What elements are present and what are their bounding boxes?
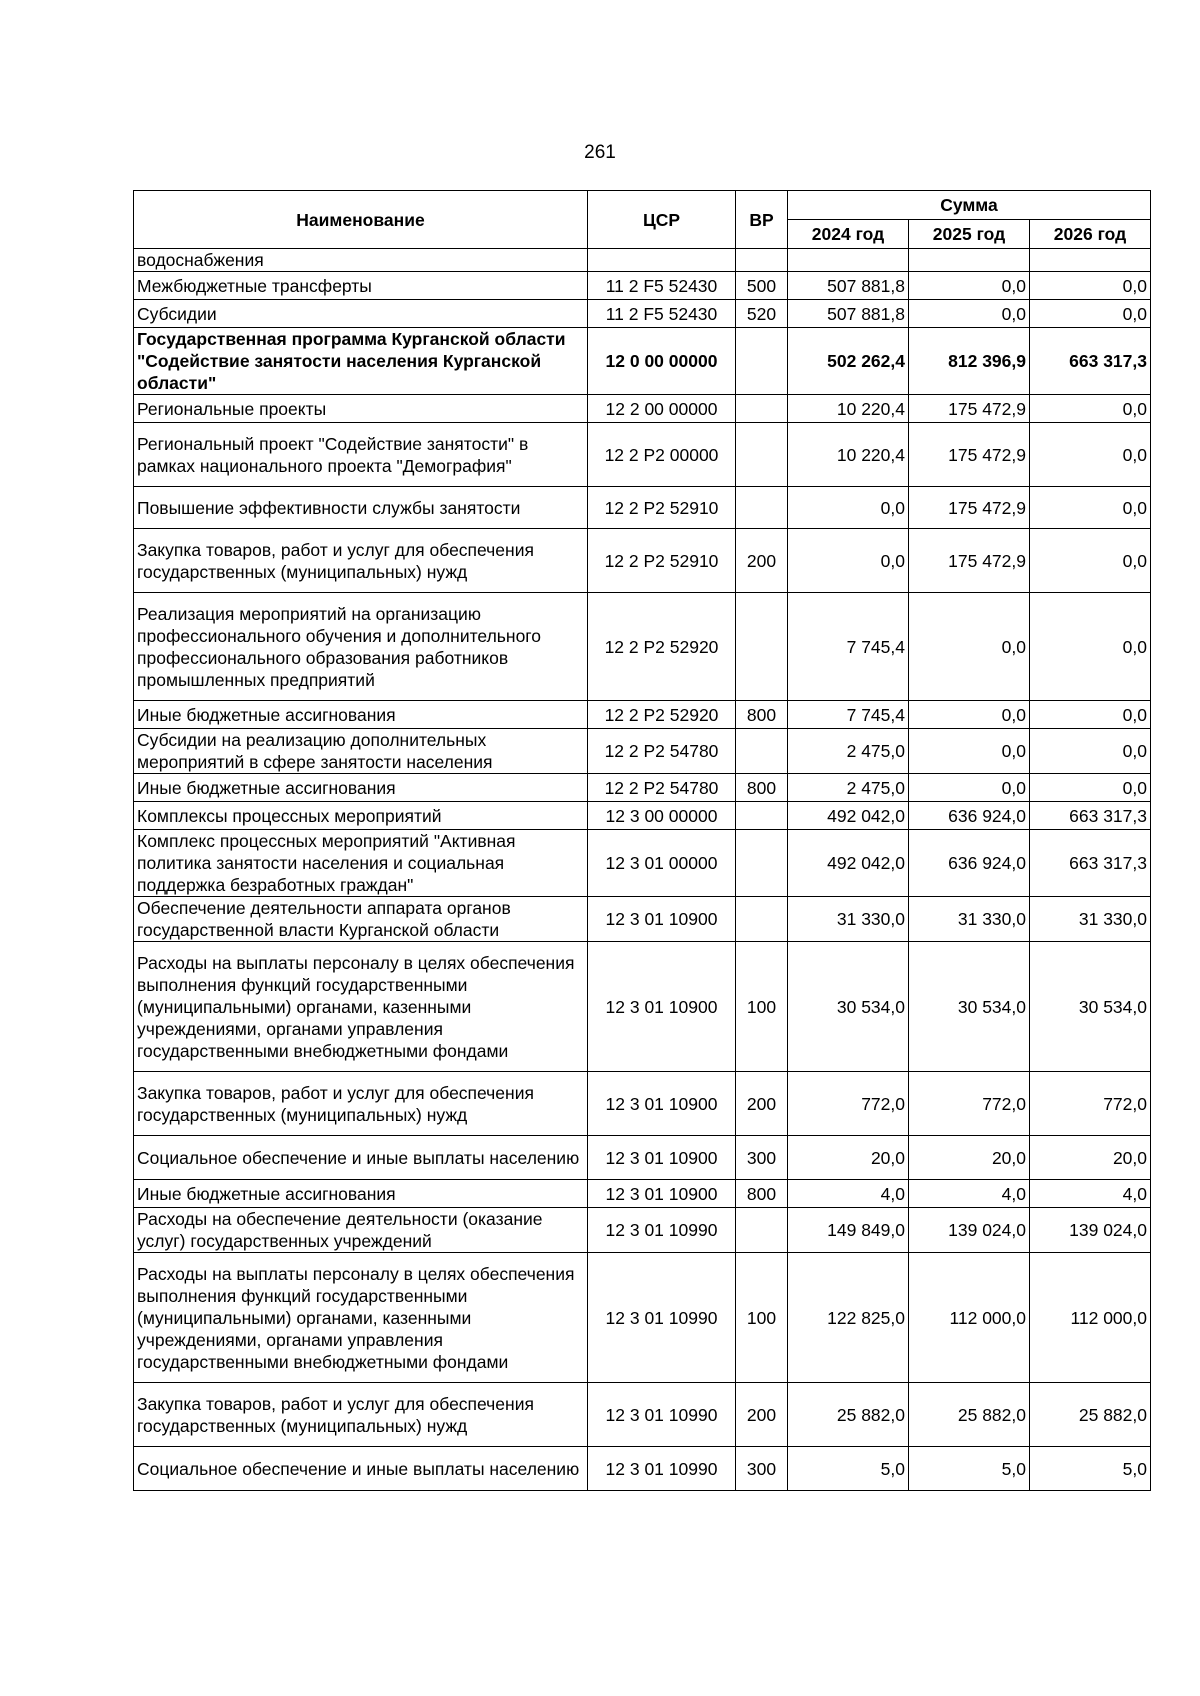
table-row	[134, 1253, 1151, 1383]
row-vr	[736, 593, 788, 701]
row-csr: 12 3 01 10900	[588, 1136, 736, 1180]
row-vr: 200	[736, 1072, 788, 1136]
row-csr: 12 2 P2 52920	[588, 701, 736, 729]
row-name: Государственная программа Курганской области "Содействие занятости населения Курганской области"	[134, 328, 588, 395]
row-csr: 12 3 01 10900	[588, 1180, 736, 1208]
row-value-2024: 5,0	[788, 1447, 909, 1491]
row-value-2025: 175 472,9	[909, 423, 1030, 487]
row-name: Обеспечение деятельности аппарата органов государственной власти Курганской области	[134, 897, 588, 942]
row-value-2024: 10 220,4	[788, 423, 909, 487]
table-row	[134, 487, 1151, 529]
row-name: Субсидии на реализацию дополнительных мероприятий в сфере занятости населения	[134, 729, 588, 774]
row-value-2026: 0,0	[1030, 395, 1151, 423]
table-row	[134, 529, 1151, 593]
row-vr	[736, 1208, 788, 1253]
row-csr: 11 2 F5 52430	[588, 272, 736, 300]
row-vr: 800	[736, 774, 788, 802]
row-vr: 300	[736, 1447, 788, 1491]
table-row	[134, 593, 1151, 701]
row-value-2024: 2 475,0	[788, 729, 909, 774]
table-row	[134, 423, 1151, 487]
row-value-2026: 663 317,3	[1030, 830, 1151, 897]
row-value-2024: 0,0	[788, 529, 909, 593]
row-value-2026: 20,0	[1030, 1136, 1151, 1180]
row-value-2025: 0,0	[909, 701, 1030, 729]
row-value-2026: 772,0	[1030, 1072, 1151, 1136]
row-value-2024: 7 745,4	[788, 593, 909, 701]
table-row	[134, 272, 1151, 300]
row-name: Расходы на обеспечение деятельности (оказание услуг) государственных учреждений	[134, 1208, 588, 1253]
row-value-2024: 2 475,0	[788, 774, 909, 802]
row-name: Расходы на выплаты персоналу в целях обеспечения выполнения функций государственными (муниципальными) органами, казенными учреждениями, органами управления государственными внебюджетными фондами	[134, 1253, 588, 1383]
row-value-2024: 7 745,4	[788, 701, 909, 729]
row-value-2025: 139 024,0	[909, 1208, 1030, 1253]
row-value-2026: 5,0	[1030, 1447, 1151, 1491]
row-csr: 11 2 F5 52430	[588, 300, 736, 328]
row-csr: 12 3 00 00000	[588, 802, 736, 830]
row-csr: 12 3 01 10900	[588, 942, 736, 1072]
row-name: Социальное обеспечение и иные выплаты населению	[134, 1447, 588, 1491]
row-value-2025: 772,0	[909, 1072, 1030, 1136]
row-vr: 520	[736, 300, 788, 328]
table-row	[134, 1180, 1151, 1208]
header-sum: Сумма	[788, 191, 1151, 220]
row-value-2025: 175 472,9	[909, 529, 1030, 593]
row-name: Закупка товаров, работ и услуг для обеспечения государственных (муниципальных) нужд	[134, 1072, 588, 1136]
row-csr: 12 3 01 10900	[588, 1072, 736, 1136]
row-value-2026: 112 000,0	[1030, 1253, 1151, 1383]
row-csr: 12 2 P2 54780	[588, 774, 736, 802]
row-value-2026: 0,0	[1030, 272, 1151, 300]
row-vr: 200	[736, 1383, 788, 1447]
row-name: водоснабжения	[134, 249, 588, 272]
row-value-2024: 31 330,0	[788, 897, 909, 942]
row-value-2025: 0,0	[909, 729, 1030, 774]
row-name: Повышение эффективности службы занятости	[134, 487, 588, 529]
row-csr: 12 3 01 10900	[588, 897, 736, 942]
row-csr: 12 2 P2 52910	[588, 529, 736, 593]
row-value-2025: 4,0	[909, 1180, 1030, 1208]
row-value-2026: 31 330,0	[1030, 897, 1151, 942]
header-name: Наименование	[134, 191, 588, 249]
row-value-2024: 30 534,0	[788, 942, 909, 1072]
row-value-2024: 20,0	[788, 1136, 909, 1180]
row-csr: 12 2 00 00000	[588, 395, 736, 423]
header-year-2024: 2024 год	[788, 220, 909, 249]
row-vr: 300	[736, 1136, 788, 1180]
row-value-2026: 25 882,0	[1030, 1383, 1151, 1447]
row-value-2026: 4,0	[1030, 1180, 1151, 1208]
table-row	[134, 701, 1151, 729]
row-value-2026: 0,0	[1030, 774, 1151, 802]
row-value-2025: 31 330,0	[909, 897, 1030, 942]
row-value-2026: 0,0	[1030, 701, 1151, 729]
row-value-2025: 0,0	[909, 272, 1030, 300]
row-value-2024: 25 882,0	[788, 1383, 909, 1447]
row-name: Расходы на выплаты персоналу в целях обеспечения выполнения функций государственными (муниципальными) органами, казенными учреждениями, органами управления государственными внебюджетными фондами	[134, 942, 588, 1072]
row-value-2026: 30 534,0	[1030, 942, 1151, 1072]
row-csr: 12 3 01 00000	[588, 830, 736, 897]
table-row	[134, 249, 1151, 272]
row-name: Иные бюджетные ассигнования	[134, 701, 588, 729]
row-value-2024: 0,0	[788, 487, 909, 529]
row-value-2026: 663 317,3	[1030, 802, 1151, 830]
row-value-2025: 636 924,0	[909, 802, 1030, 830]
table-row	[134, 300, 1151, 328]
row-value-2024: 122 825,0	[788, 1253, 909, 1383]
row-vr	[736, 802, 788, 830]
row-value-2024: 4,0	[788, 1180, 909, 1208]
row-name: Межбюджетные трансферты	[134, 272, 588, 300]
row-value-2025: 112 000,0	[909, 1253, 1030, 1383]
table-row	[134, 1136, 1151, 1180]
row-name: Закупка товаров, работ и услуг для обеспечения государственных (муниципальных) нужд	[134, 529, 588, 593]
row-value-2025: 812 396,9	[909, 328, 1030, 395]
row-value-2024	[788, 249, 909, 272]
table-row	[134, 802, 1151, 830]
budget-table	[133, 190, 1151, 1491]
row-csr: 12 0 00 00000	[588, 328, 736, 395]
row-value-2024: 10 220,4	[788, 395, 909, 423]
row-vr: 200	[736, 529, 788, 593]
row-name: Социальное обеспечение и иные выплаты населению	[134, 1136, 588, 1180]
header-vr: ВР	[736, 191, 788, 249]
table-row	[134, 729, 1151, 774]
table-header	[134, 191, 1151, 249]
table-row	[134, 328, 1151, 395]
row-value-2025: 25 882,0	[909, 1383, 1030, 1447]
row-value-2025: 636 924,0	[909, 830, 1030, 897]
row-value-2026: 139 024,0	[1030, 1208, 1151, 1253]
row-name: Иные бюджетные ассигнования	[134, 774, 588, 802]
row-value-2026: 663 317,3	[1030, 328, 1151, 395]
row-vr: 800	[736, 1180, 788, 1208]
table-row	[134, 830, 1151, 897]
row-value-2024: 492 042,0	[788, 830, 909, 897]
row-value-2024: 492 042,0	[788, 802, 909, 830]
header-year-2026: 2026 год	[1030, 220, 1151, 249]
row-vr: 100	[736, 942, 788, 1072]
row-csr: 12 2 P2 52910	[588, 487, 736, 529]
row-value-2024: 502 262,4	[788, 328, 909, 395]
row-name: Закупка товаров, работ и услуг для обеспечения государственных (муниципальных) нужд	[134, 1383, 588, 1447]
row-value-2025: 0,0	[909, 300, 1030, 328]
row-csr: 12 3 01 10990	[588, 1383, 736, 1447]
table-row	[134, 1447, 1151, 1491]
row-value-2026: 0,0	[1030, 487, 1151, 529]
row-vr	[736, 423, 788, 487]
row-csr: 12 2 P2 52920	[588, 593, 736, 701]
row-vr	[736, 897, 788, 942]
table-row	[134, 395, 1151, 423]
row-value-2026: 0,0	[1030, 423, 1151, 487]
row-value-2026: 0,0	[1030, 729, 1151, 774]
table-row	[134, 774, 1151, 802]
row-value-2024: 507 881,8	[788, 300, 909, 328]
row-value-2025: 175 472,9	[909, 395, 1030, 423]
row-csr: 12 3 01 10990	[588, 1253, 736, 1383]
row-value-2024: 507 881,8	[788, 272, 909, 300]
row-vr	[736, 729, 788, 774]
row-name: Региональный проект "Содействие занятости" в рамках национального проекта "Демография"	[134, 423, 588, 487]
row-value-2026: 0,0	[1030, 593, 1151, 701]
row-value-2024: 772,0	[788, 1072, 909, 1136]
row-vr	[736, 487, 788, 529]
row-name: Комплекс процессных мероприятий "Активная политика занятости населения и социальная поддержка безработных граждан"	[134, 830, 588, 897]
row-value-2026: 0,0	[1030, 300, 1151, 328]
row-name: Субсидии	[134, 300, 588, 328]
row-vr: 100	[736, 1253, 788, 1383]
page-number: 261	[584, 142, 616, 163]
row-name: Региональные проекты	[134, 395, 588, 423]
table-body	[134, 249, 1151, 1491]
row-value-2026	[1030, 249, 1151, 272]
row-vr	[736, 249, 788, 272]
row-csr: 12 3 01 10990	[588, 1208, 736, 1253]
table-row	[134, 942, 1151, 1072]
row-name: Иные бюджетные ассигнования	[134, 1180, 588, 1208]
row-value-2025: 0,0	[909, 593, 1030, 701]
row-vr: 800	[736, 701, 788, 729]
header-csr: ЦСР	[588, 191, 736, 249]
row-value-2025: 0,0	[909, 774, 1030, 802]
row-csr: 12 3 01 10990	[588, 1447, 736, 1491]
header-year-2025: 2025 год	[909, 220, 1030, 249]
row-value-2025: 5,0	[909, 1447, 1030, 1491]
row-csr	[588, 249, 736, 272]
table-row	[134, 1383, 1151, 1447]
table-row	[134, 1072, 1151, 1136]
table-row	[134, 897, 1151, 942]
row-vr: 500	[736, 272, 788, 300]
row-value-2025	[909, 249, 1030, 272]
row-name: Реализация мероприятий на организацию профессионального обучения и дополнительного профессионального образования работников промышленных предприятий	[134, 593, 588, 701]
row-vr	[736, 328, 788, 395]
row-value-2024: 149 849,0	[788, 1208, 909, 1253]
row-csr: 12 2 P2 00000	[588, 423, 736, 487]
row-value-2025: 30 534,0	[909, 942, 1030, 1072]
row-value-2026: 0,0	[1030, 529, 1151, 593]
row-vr	[736, 395, 788, 423]
row-csr: 12 2 P2 54780	[588, 729, 736, 774]
row-value-2025: 175 472,9	[909, 487, 1030, 529]
table-row	[134, 1208, 1151, 1253]
row-name: Комплексы процессных мероприятий	[134, 802, 588, 830]
row-vr	[736, 830, 788, 897]
row-value-2025: 20,0	[909, 1136, 1030, 1180]
